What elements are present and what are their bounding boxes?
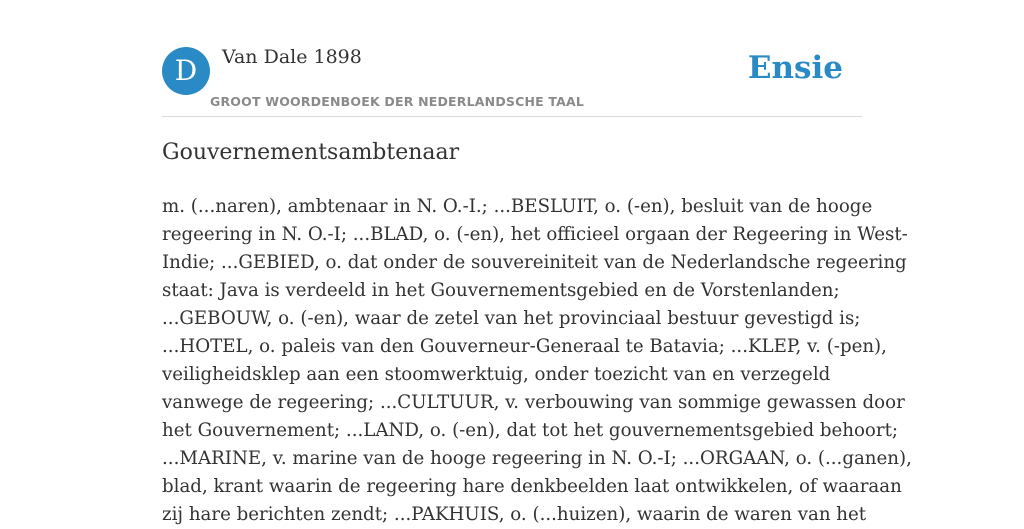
definition-line: m. (...naren), ambtenaar in N. O.-I.; ...BESLUIT, o. (-en), besluit van de hooge — [162, 196, 873, 217]
definition-line: zij hare berichten zendt; ...PAKHUIS, o. (...huizen), waarin de waren van het — [162, 504, 867, 525]
definition-line: het Gouvernement; ...LAND, o. (-en), dat tot het gouvernementsgebied behoort; — [162, 420, 899, 441]
entry-definition — [162, 193, 912, 529]
definition-line: regeering in N. O.-I; ...BLAD, o. (-en), het officieel orgaan der Regeering in West- — [162, 224, 908, 245]
definition-line: vanwege de regeering; ...CULTUUR, v. verbouwing van sommige gewassen door — [162, 392, 905, 413]
source-subtitle: GROOT WOORDENBOEK DER NEDERLANDSCHE TAAL — [210, 94, 585, 109]
header — [162, 0, 862, 117]
brand-logo[interactable]: Ensie — [747, 50, 843, 86]
source-avatar[interactable]: D — [162, 47, 210, 95]
definition-line: ...MARINE, v. marine van de hooge regeering in N. O.-I; ...ORGAAN, o. (...ganen), — [162, 448, 912, 469]
definition-line: staat: Java is verdeeld in het Gouvernementsgebied en de Vorstenlanden; — [162, 280, 840, 301]
definition-line: ...HOTEL, o. paleis van den Gouverneur-Generaal te Batavia; ...KLEP, v. (-pen), — [162, 336, 887, 357]
definition-line: Indie; ...GEBIED, o. dat onder de souvereiniteit van de Nederlandsche regeering — [162, 252, 907, 273]
entry-headword: Gouvernementsambtenaar — [162, 140, 460, 165]
definition-line: veiligheidsklep aan een stoomwerktuig, onder toezicht van en verzegeld — [162, 364, 831, 385]
definition-line: blad, krant waarin de regeering hare denkbeelden laat ontwikkelen, of waaraan — [162, 476, 902, 497]
source-title[interactable]: Van Dale 1898 — [222, 46, 362, 68]
definition-line: ...GEBOUW, o. (-en), waar de zetel van het provinciaal bestuur gevestigd is; — [162, 308, 861, 329]
